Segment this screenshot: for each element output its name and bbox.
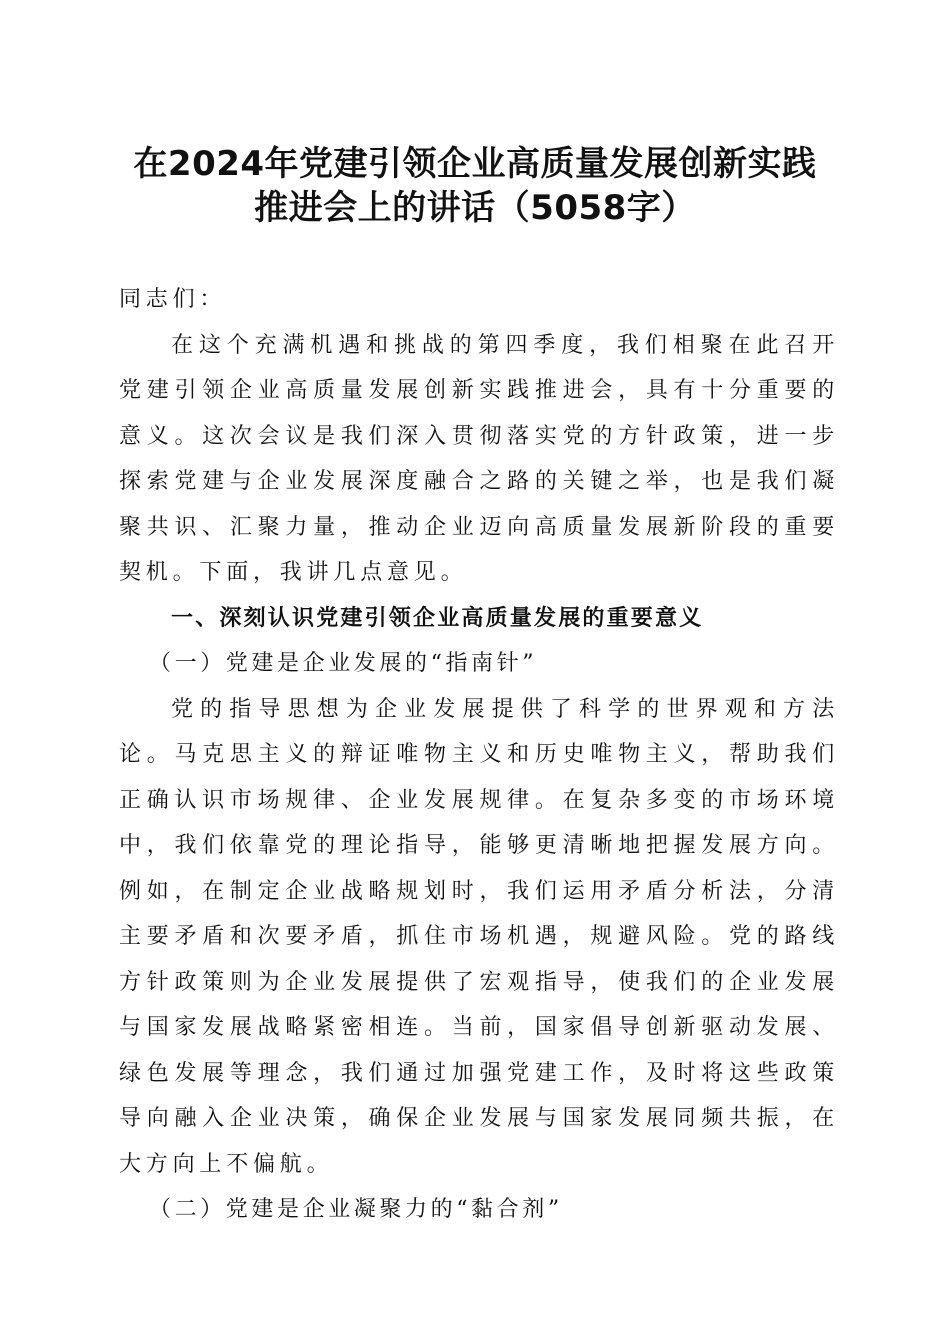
document-title-line-1: 在2024年党建引领企业高质量发展创新实践 xyxy=(133,144,817,184)
salutation: 同志们： xyxy=(119,287,227,312)
document-title-line-2: 推进会上的讲话（5058字） xyxy=(254,188,696,228)
subsection-1-heading: （一）党建是企业发展的“指南针” xyxy=(149,651,538,676)
subsection-1-paragraph: 党的指导思想为企业发展提供了科学的世界观和方法论。马克思主义的辩证唯物主义和历史唯物主义，帮助我们正确认识市场规律、企业发展规律。在复杂多变的市场环境中，我们依靠党的理论指导，能够更清晰地把握发展方向。例如，在制定企业战略规划时，我们运用矛盾分析法，分清主要矛盾和次要矛盾，抓住市场机遇，规避风险。党的路线方针政策则为企业发展提供了宏观指导，使我们的企业发展与国家发展战略紧密相连。当前，国家倡导创新驱动发展、绿色发展等理念，我们通过加强党建工作，及时将这些政策导向融入企业决策，确保企业发展与国家发展同频共振，在大方向上不偏航。 xyxy=(119,696,839,1177)
subsection-2-heading: （二）党建是企业凝聚力的“黏合剂” xyxy=(149,1197,563,1222)
intro-paragraph: 在这个充满机遇和挑战的第四季度，我们相聚在此召开党建引领企业高质量发展创新实践推进会，具有十分重要的意义。这次会议是我们深入贯彻落实党的方针政策，进一步探索党建与企业发展深度融合之路的关键之举，也是我们凝聚共识、汇聚力量，推动企业迈向高质量发展新阶段的重要契机。下面，我讲几点意见。 xyxy=(119,332,839,585)
section-1-heading: 一、深刻认识党建引领企业高质量发展的重要意义 xyxy=(171,605,704,631)
document-body xyxy=(119,277,839,1233)
